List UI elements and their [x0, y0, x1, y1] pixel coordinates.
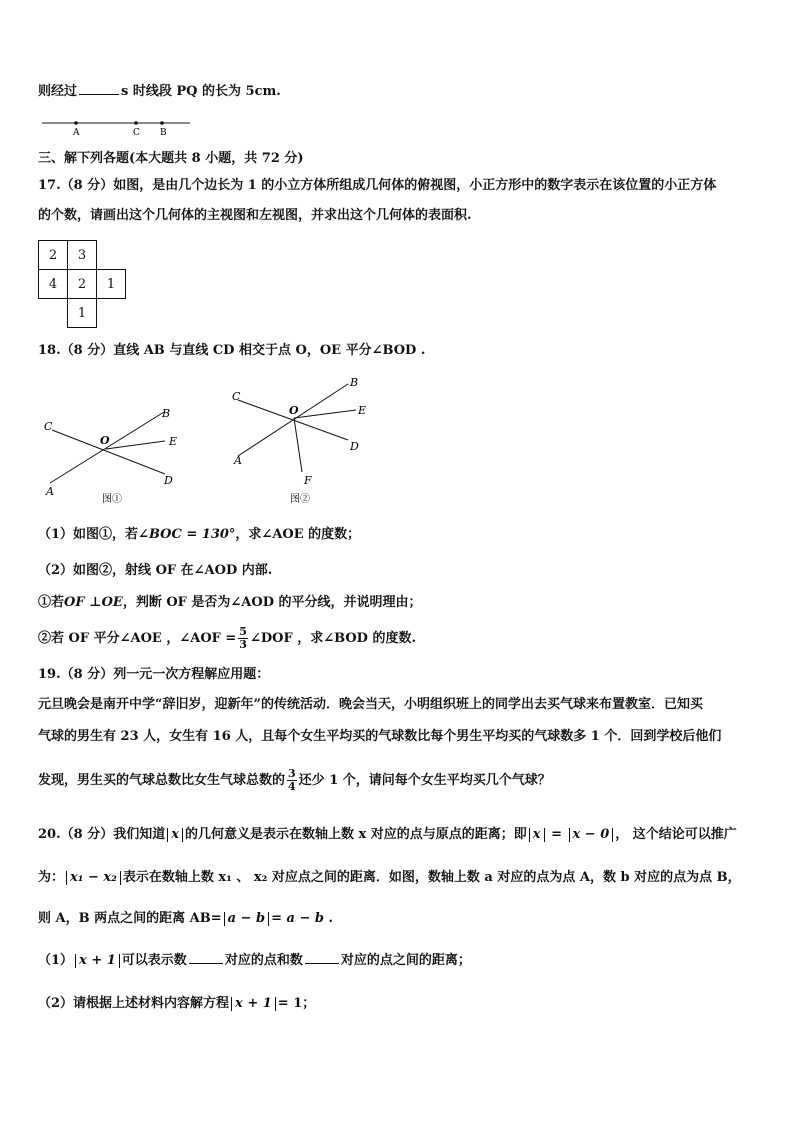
grid-cell: 2: [39, 241, 68, 270]
answer-blank: [79, 82, 119, 95]
abs-value: x + 1: [231, 997, 276, 1011]
fraction: [238, 626, 248, 651]
figure-1: [38, 370, 238, 510]
q18-part-1: [38, 526, 360, 544]
label-b: B: [160, 128, 167, 138]
top-view-grid: [38, 240, 126, 328]
q16-text-pre: 则经过: [38, 84, 78, 99]
text: = 1；: [277, 996, 316, 1011]
denominator: 3: [239, 638, 247, 651]
math: ∠BOC = 130°: [138, 527, 236, 542]
text: = a − b .: [271, 911, 334, 926]
q16-text-post: s 时线段 PQ 的长为 5cm.: [121, 84, 281, 99]
numerator: 3: [288, 767, 296, 780]
q18-part-2: （2）如图②，射线 OF 在∠AOD 内部.: [38, 563, 273, 578]
abs-value: x: [529, 828, 545, 842]
point-c: [134, 121, 138, 125]
label-o: O: [100, 434, 110, 447]
label-e: E: [358, 404, 367, 417]
grid-cell: 1: [97, 270, 126, 299]
label-e: E: [169, 435, 178, 448]
text: 还少 1 个，请问每个女生平均买几个气球？: [298, 773, 551, 788]
text: ①若: [38, 595, 65, 610]
grid-cell: 2: [68, 270, 97, 299]
label-b: B: [350, 376, 359, 389]
text: 可以表示数: [121, 953, 187, 968]
math: OF ⊥OE: [64, 595, 123, 610]
text: 发现，男生买的气球总数比女生气球总数的: [38, 773, 286, 788]
label-d: D: [164, 474, 173, 487]
line-ab: [50, 412, 164, 483]
text: ， 这个结论可以推广: [615, 827, 737, 842]
text: ，判断 OF 是否为∠AOD 的平分线，并说明理由；: [122, 595, 422, 610]
numerator: 5: [239, 625, 247, 638]
grid-cell: 1: [68, 299, 97, 328]
text: （2）请根据上述材料内容解方程: [38, 996, 230, 1011]
label-c: C: [133, 128, 140, 138]
text: （1）: [38, 953, 74, 968]
q20-part-1: [38, 951, 471, 970]
label-o: O: [289, 404, 299, 417]
q20-line-2: [38, 869, 741, 887]
figure-2-caption: 图②: [290, 494, 310, 505]
ray-of: [294, 418, 302, 472]
ray-oe: [294, 410, 356, 418]
q16-tail: [38, 82, 281, 101]
text: 为：: [38, 870, 65, 885]
q17-line-2: 的个数，请画出这个几何体的主视图和左视图，并求出这个几何体的表面积.: [38, 208, 472, 223]
fraction: [287, 768, 297, 793]
label-a: A: [73, 128, 80, 138]
abs-value: x₁ − x₂: [66, 871, 121, 885]
label-a: A: [234, 454, 242, 467]
label-b: B: [162, 407, 171, 420]
q18-part-2a: [38, 594, 422, 612]
text: 表示在数轴上数 x₁ 、 x₂ 对应点之间的距离．如图，数轴上数 a 对应的点为点 A，数 b 对应的点为点 B，: [122, 870, 741, 885]
grid-cell: 3: [68, 241, 97, 270]
grid-cell: 4: [39, 270, 68, 299]
text: 则 A，B 两点之间的距离 AB=: [38, 911, 222, 926]
text: ∠DOF ，求∠BOD 的度数.: [249, 631, 416, 646]
label-a: A: [46, 485, 54, 498]
q19-stem: 19.（8 分）列一元一次方程解应用题：: [38, 667, 270, 682]
label-c: C: [44, 420, 53, 433]
figure-2: [228, 370, 388, 510]
text: ②若 OF 平分∠AOE ，∠AOF =: [38, 631, 237, 646]
q17-line-1: 17.（8 分）如图，是由几个边长为 1 的小立方体所组成几何体的俯视图，小正方形中的数字表示在该位置的小正方体: [38, 178, 717, 193]
label-d: D: [350, 440, 359, 453]
abs-value: a − b: [224, 912, 269, 926]
label-f: F: [304, 474, 312, 487]
abs-value: x − 0: [569, 828, 614, 842]
answer-blank: [305, 951, 339, 964]
text: （1）如图①，若: [38, 527, 139, 542]
q19-line-3: 气球的男生有 23 人，女生有 16 人，且每个女生平均买的气球数比每个男生平均买的气球数多 1 个．回到学校后他们: [38, 729, 722, 744]
point-b: [160, 121, 164, 125]
abs-value: x: [167, 828, 183, 842]
figure-1-caption: 图①: [102, 494, 122, 505]
q19-line-4: [38, 768, 551, 793]
q20-part-2: [38, 995, 315, 1013]
abs-value: x + 1: [75, 954, 120, 968]
q20-line-3: [38, 910, 333, 928]
text: 对应的点之间的距离；: [340, 953, 471, 968]
q20-line-1: 20.（8 分）我们知道 x 的几何意义是表示在数轴上数 x 对应的点与原点的距离；即 x = x − 0 ， 这个结论可以推广: [38, 827, 737, 842]
text: 对应的点和数: [224, 953, 303, 968]
text: 20.（8 分）我们知道: [38, 827, 166, 842]
denominator: 4: [288, 780, 296, 793]
q19-line-2: 元旦晚会是南开中学“辞旧岁，迎新年”的传统活动．晚会当天，小明组织班上的同学出去买气球来布置教室．已知买: [38, 697, 703, 712]
q18-stem: 18.（8 分）直线 AB 与直线 CD 相交于点 O，OE 平分∠BOD .: [38, 343, 426, 358]
q18-part-2b: [38, 626, 416, 651]
label-c: C: [232, 390, 241, 403]
number-line-figure: [40, 116, 200, 142]
text: ，求∠AOE 的度数；: [235, 527, 361, 542]
text: 的几何意义是表示在数轴上数 x 对应的点与原点的距离；即: [184, 827, 527, 842]
section-3-heading: 三、解下列各题(本大题共 8 小题，共 72 分): [38, 151, 304, 166]
answer-blank: [189, 951, 223, 964]
point-a: [74, 121, 78, 125]
